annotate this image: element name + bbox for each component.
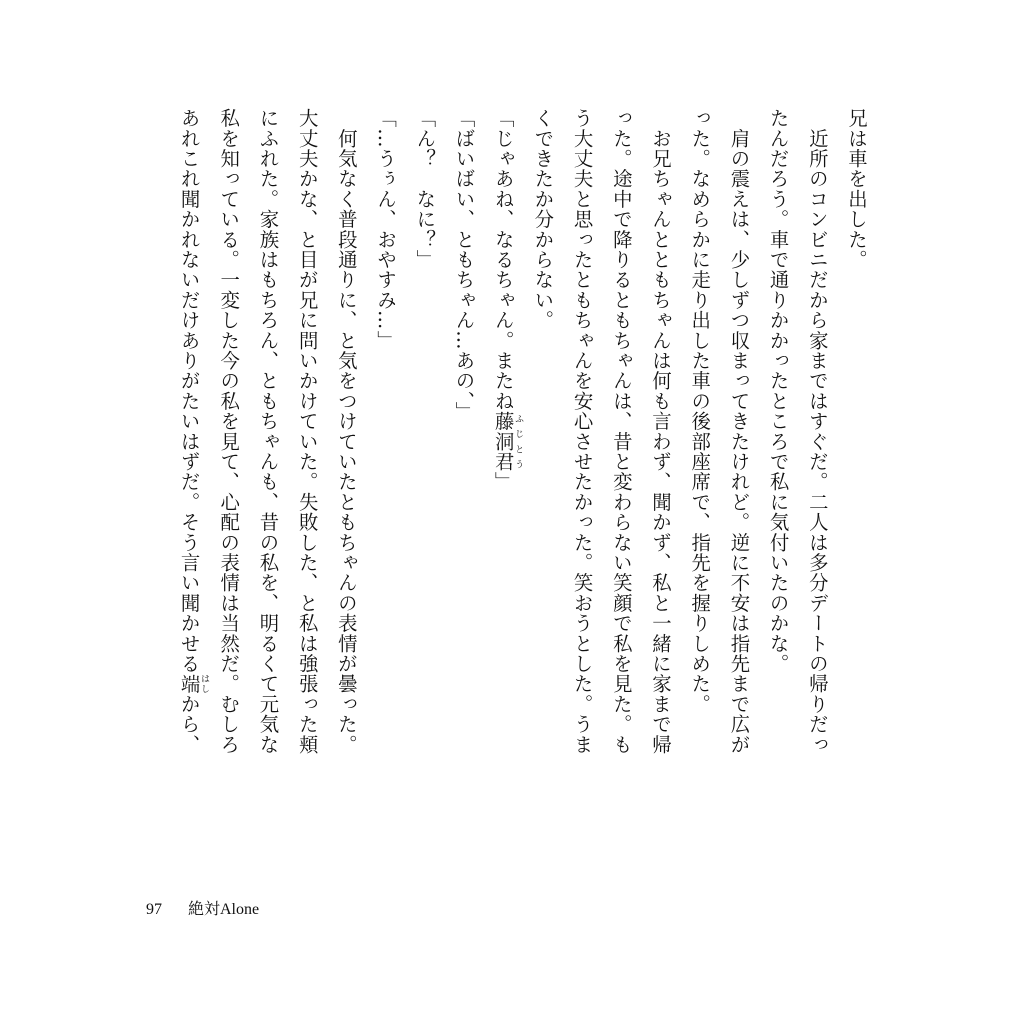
line-text: あれこれ聞かれないだけありがたいはずだ。そう言い聞かせる: [177, 108, 201, 674]
book-title: 絶対Alone: [188, 901, 260, 918]
text-line: くできたか分からない。: [531, 108, 555, 331]
text-line: 近所のコンビニだから家まではすぐだ。二人は多分デートの帰りだっ: [805, 108, 829, 755]
text-line: 兄は車を出した。: [845, 108, 868, 270]
text-line: にふれた。家族はもちろん、ともちゃんも、昔の私を、明るくて元気な: [256, 108, 280, 755]
body-text: [136, 108, 876, 833]
text-line: 「ばいばい、ともちゃん…あの、」: [452, 108, 476, 422]
text-line: [169, 108, 209, 833]
text-line: う大丈夫と思ったともちゃんを安心させたかった。笑おうとした。うま: [570, 108, 594, 755]
text-line: 私を知っている。一変した今の私を見て、心配の表情は当然だ。むしろ: [217, 108, 241, 755]
text-line: たんだろう。車で通りかかったところで私に気付いたのかな。: [766, 108, 790, 674]
page-footer: [146, 896, 259, 919]
text-line: 「…うぅん、おやすみ…」: [374, 108, 398, 351]
text-line: [483, 108, 523, 833]
text-line: 肩の震えは、少しずつ収まってきたけれど。逆に不安は指先まで広が: [727, 108, 751, 755]
text-line: 大丈夫かな、と目が兄に問いかけていた。失敗した、と私は強張った頬: [295, 108, 319, 755]
line-text: 」: [491, 471, 515, 492]
ruby-reading: はし: [199, 673, 210, 694]
text-line: 「ん？ なに？」: [413, 108, 437, 270]
ruby-base: 藤洞君: [491, 411, 515, 472]
text-line: 何気なく普段通りに、と気をつけていたともちゃんの表情が曇った。: [334, 108, 358, 755]
text-line: お兄ちゃんとともちゃんは何も言わず、聞かず、私と一緒に家まで帰: [648, 108, 672, 755]
ruby-base: 端: [177, 673, 201, 694]
page-number: 97: [146, 901, 162, 918]
ruby-name: [491, 411, 524, 472]
text-line: った。途中で降りるともちゃんは、昔と変わらない笑顔で私を見た。も: [609, 108, 633, 755]
ruby-reading: ふじとう: [513, 411, 524, 472]
ruby-word: [177, 673, 210, 694]
line-text: 「じゃあね、なるちゃん。またね: [491, 108, 515, 411]
line-text: から、: [177, 693, 201, 755]
text-line: った。なめらかに走り出した車の後部座席で、指先を握りしめた。: [688, 108, 712, 714]
